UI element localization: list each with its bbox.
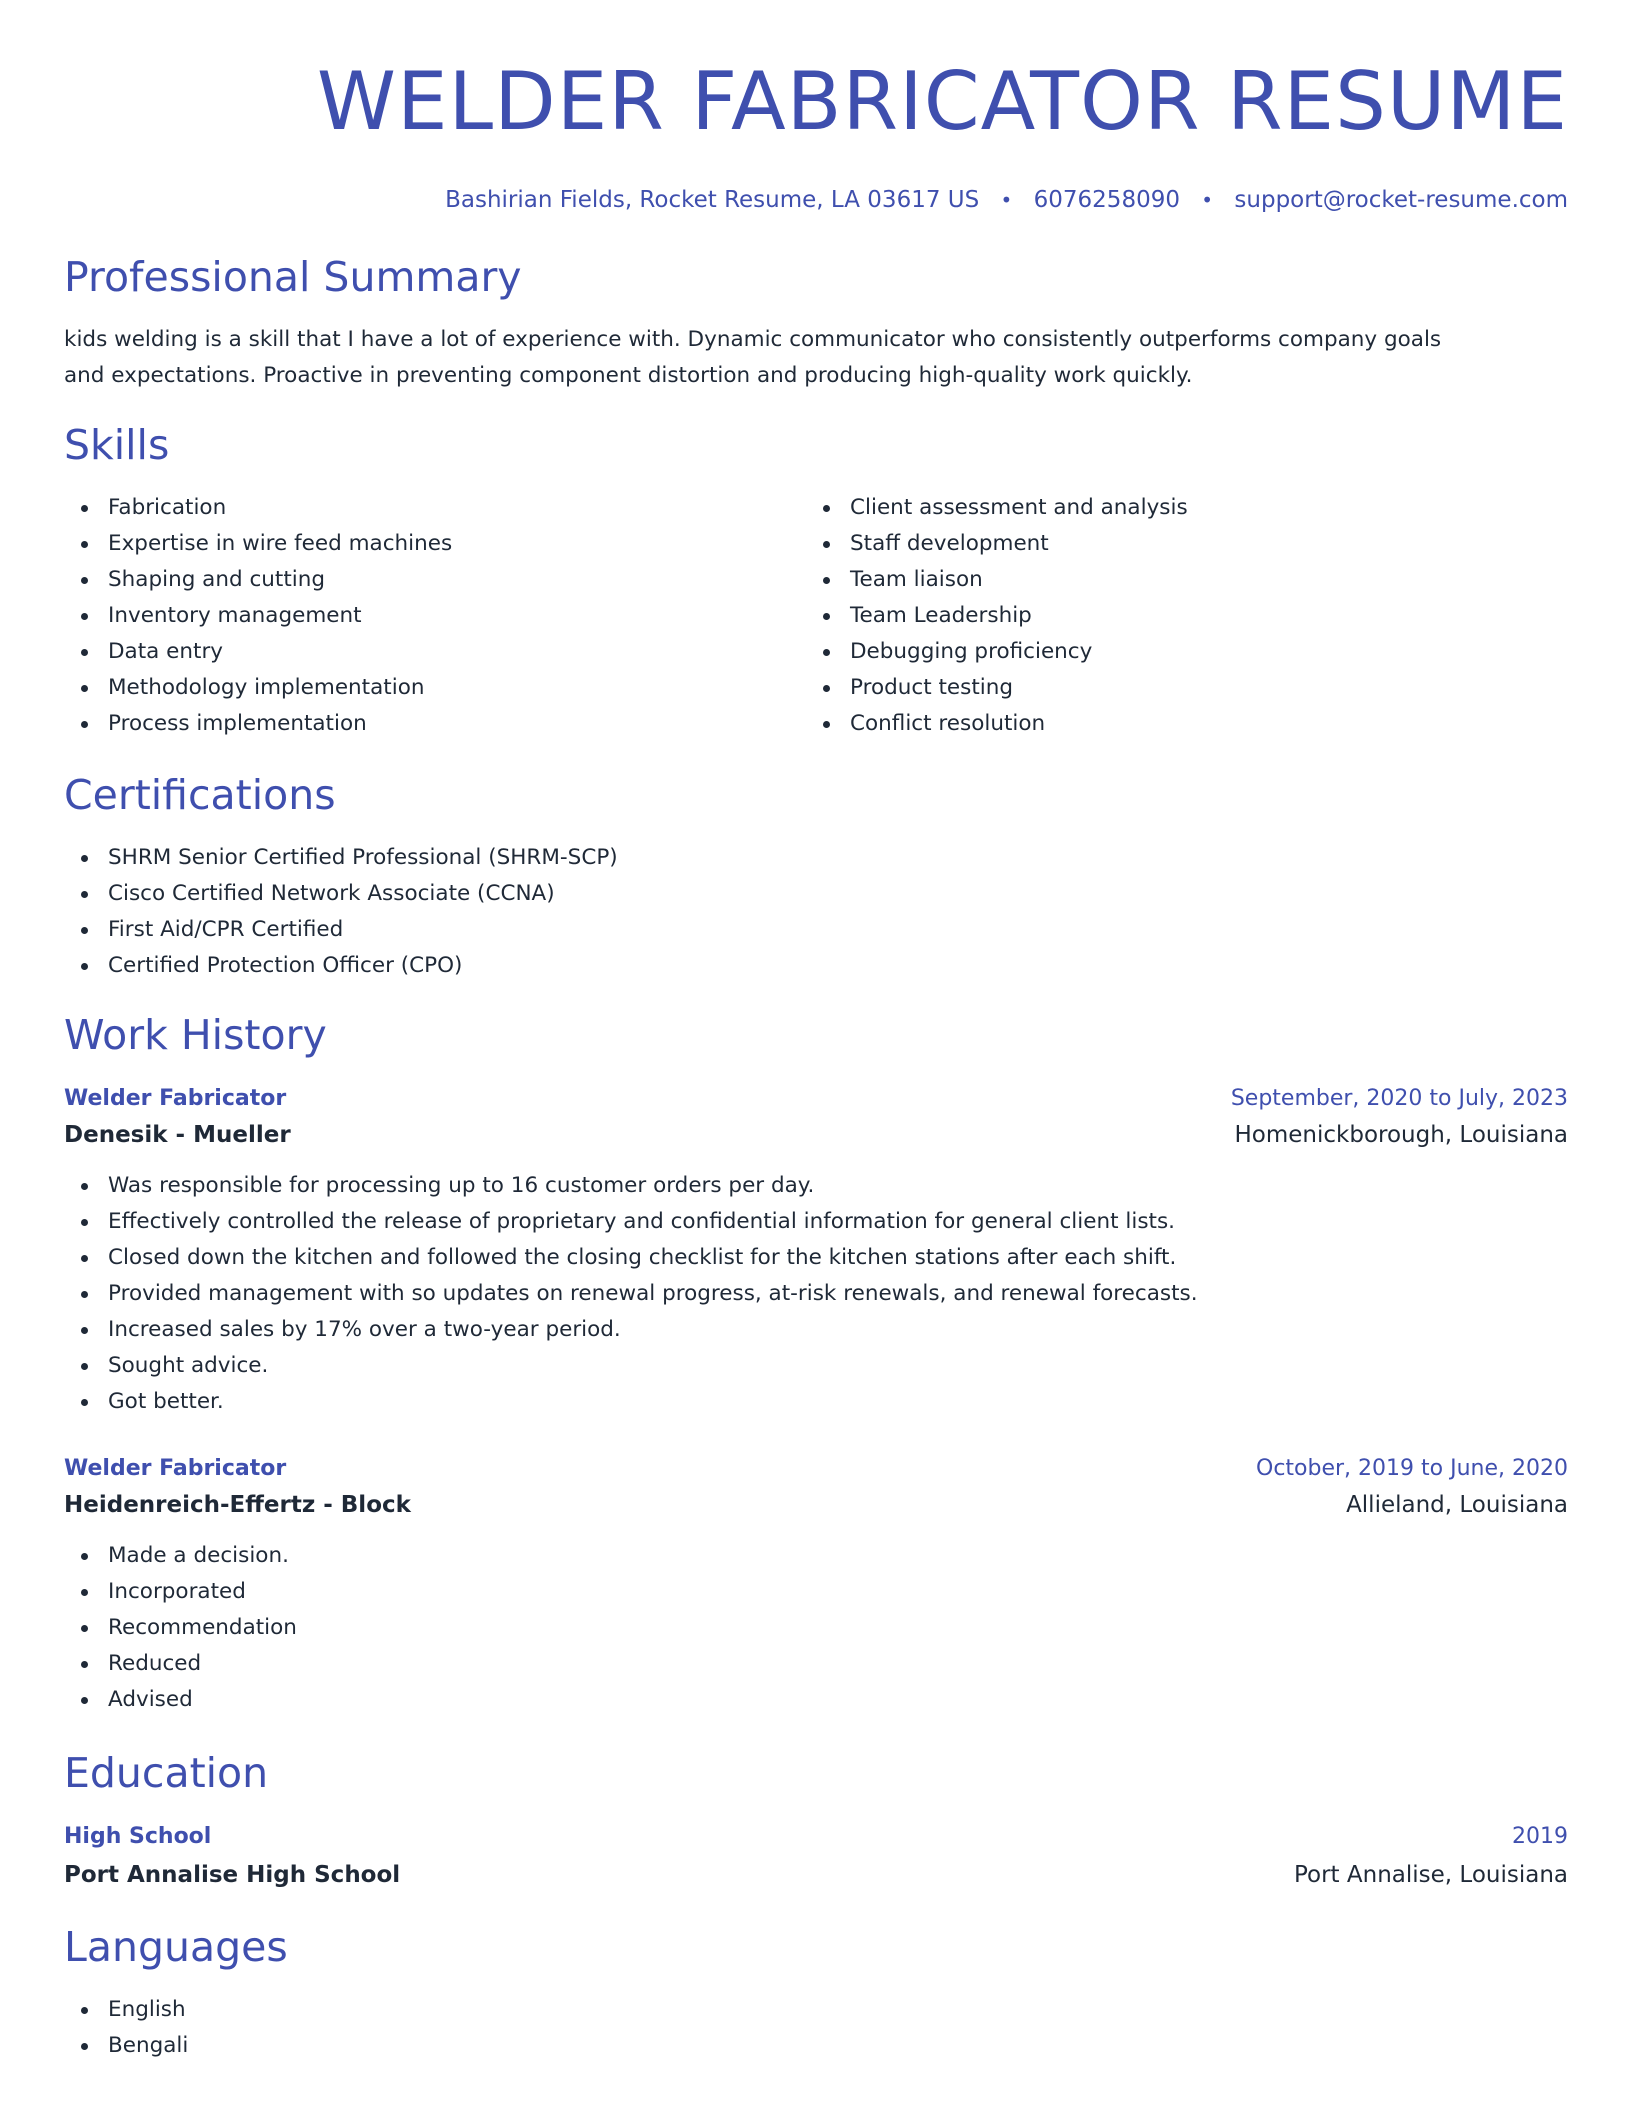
job-dates: October, 2019 to June, 2020 bbox=[1256, 1456, 1568, 1481]
job-duty-item: Sought advice. bbox=[64, 1348, 1568, 1384]
job-company: Heidenreich-Effertz - Block bbox=[64, 1492, 411, 1518]
skill-item: Team Leadership bbox=[806, 598, 1548, 634]
job-duty-item: Increased sales by 17% over a two-year period. bbox=[64, 1312, 1568, 1348]
resume-header bbox=[64, 56, 1568, 214]
certifications-list bbox=[64, 840, 1568, 984]
education-school: Port Annalise High School bbox=[64, 1862, 401, 1888]
skills-list-right bbox=[806, 490, 1548, 742]
job-duties-list bbox=[64, 1538, 1568, 1718]
job-company-row bbox=[64, 1116, 1568, 1154]
skill-item: Team liaison bbox=[806, 562, 1548, 598]
job-dates: September, 2020 to July, 2023 bbox=[1230, 1086, 1568, 1111]
skill-item: Methodology implementation bbox=[64, 670, 806, 706]
job-duty-item: Closed down the kitchen and followed the closing checklist for the kitchen stations after each shift. bbox=[64, 1240, 1568, 1276]
skill-item: Expertise in wire feed machines bbox=[64, 526, 806, 562]
education-year: 2019 bbox=[1512, 1824, 1568, 1849]
job-entry bbox=[64, 1082, 1568, 1420]
job-duty-item: Reduced bbox=[64, 1646, 1568, 1682]
job-location: Allieland, Louisiana bbox=[1346, 1492, 1568, 1518]
education-degree-row bbox=[64, 1820, 1568, 1854]
job-company-row bbox=[64, 1486, 1568, 1524]
education-entry bbox=[64, 1820, 1568, 1896]
section-heading: Work History bbox=[64, 1011, 327, 1059]
resume-title: WELDER FABRICATOR RESUME bbox=[316, 55, 1568, 148]
skill-item: Data entry bbox=[64, 634, 806, 670]
professional-summary-section bbox=[64, 252, 1568, 394]
job-duty-item: Recommendation bbox=[64, 1610, 1568, 1646]
skills-columns bbox=[64, 490, 1568, 742]
language-item: Bengali bbox=[64, 2028, 1568, 2064]
section-heading: Skills bbox=[64, 421, 170, 469]
contact-separator: • bbox=[1000, 188, 1013, 212]
skill-item: Process implementation bbox=[64, 706, 806, 742]
skill-item: Conflict resolution bbox=[806, 706, 1548, 742]
job-duty-item: Made a decision. bbox=[64, 1538, 1568, 1574]
contact-separator: • bbox=[1201, 188, 1214, 212]
contact-line bbox=[64, 186, 1568, 214]
skills-section bbox=[64, 420, 1568, 742]
job-title: Welder Fabricator bbox=[64, 1456, 287, 1481]
job-duty-item: Incorporated bbox=[64, 1574, 1568, 1610]
job-title-row bbox=[64, 1082, 1568, 1116]
languages-list bbox=[64, 1992, 1568, 2064]
languages-section bbox=[64, 1922, 1568, 2064]
job-duties-list bbox=[64, 1168, 1568, 1420]
job-duty-item: Was responsible for processing up to 16 customer orders per day. bbox=[64, 1168, 1568, 1204]
section-heading: Professional Summary bbox=[64, 253, 522, 301]
summary-text: kids welding is a skill that I have a lot of experience with. Dynamic communicator who consistently outperforms company goals and expectations. Proactive in preventing component distortion and producing high-quality work quickly. bbox=[64, 327, 1442, 388]
language-item: English bbox=[64, 1992, 1568, 2028]
job-title: Welder Fabricator bbox=[64, 1086, 287, 1111]
contact-email: support@rocket-resume.com bbox=[1234, 187, 1568, 213]
skills-list-left bbox=[64, 490, 806, 742]
skill-item: Inventory management bbox=[64, 598, 806, 634]
job-duty-item: Got better. bbox=[64, 1384, 1568, 1420]
job-duty-item: Effectively controlled the release of proprietary and confidential information for general client lists. bbox=[64, 1204, 1568, 1240]
section-heading: Languages bbox=[64, 1923, 288, 1971]
certification-item: First Aid/CPR Certified bbox=[64, 912, 1568, 948]
section-heading: Education bbox=[64, 1749, 269, 1797]
education-section bbox=[64, 1748, 1568, 1896]
job-location: Homenickborough, Louisiana bbox=[1234, 1122, 1568, 1148]
job-company: Denesik - Mueller bbox=[64, 1122, 291, 1148]
contact-address: Bashirian Fields, Rocket Resume, LA 03617 US bbox=[445, 187, 980, 213]
skill-item: Staff development bbox=[806, 526, 1548, 562]
job-duty-item: Provided management with so updates on renewal progress, at-risk renewals, and renewal forecasts. bbox=[64, 1276, 1568, 1312]
certification-item: Certified Protection Officer (CPO) bbox=[64, 948, 1568, 984]
skill-item: Client assessment and analysis bbox=[806, 490, 1548, 526]
skill-item: Shaping and cutting bbox=[64, 562, 806, 598]
education-degree: High School bbox=[64, 1824, 212, 1849]
certifications-section bbox=[64, 770, 1568, 984]
job-duty-item: Advised bbox=[64, 1682, 1568, 1718]
certification-item: SHRM Senior Certified Professional (SHRM-SCP) bbox=[64, 840, 1568, 876]
contact-phone: 6076258090 bbox=[1033, 187, 1180, 213]
education-location: Port Annalise, Louisiana bbox=[1293, 1862, 1568, 1888]
job-title-row bbox=[64, 1452, 1568, 1486]
skill-item: Debugging proficiency bbox=[806, 634, 1548, 670]
skill-item: Fabrication bbox=[64, 490, 806, 526]
certification-item: Cisco Certified Network Associate (CCNA) bbox=[64, 876, 1568, 912]
education-school-row bbox=[64, 1854, 1568, 1896]
skill-item: Product testing bbox=[806, 670, 1548, 706]
work-history-section bbox=[64, 1010, 1568, 1718]
section-heading: Certifications bbox=[64, 771, 336, 819]
job-entry bbox=[64, 1452, 1568, 1718]
